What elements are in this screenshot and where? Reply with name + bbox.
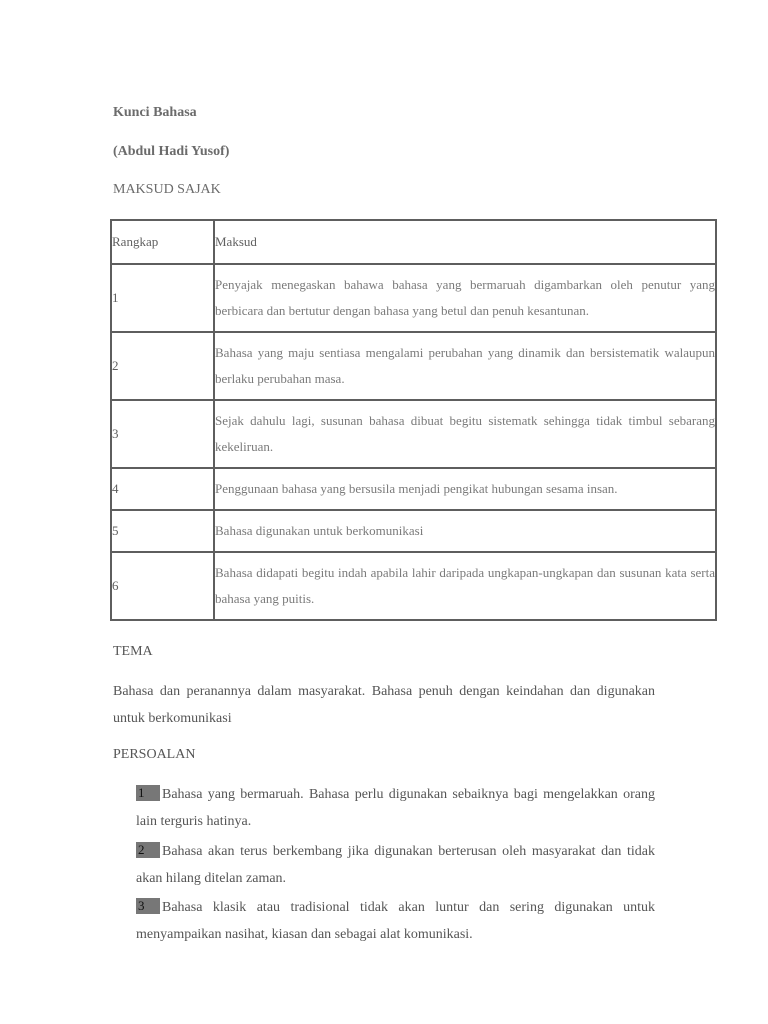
row-text: Penggunaan bahasa yang bersusila menjadi pengikat hubungan sesama insan.: [214, 468, 716, 510]
row-number: 4: [111, 468, 214, 510]
list-item: [136, 838, 655, 892]
row-number: 3: [111, 400, 214, 468]
table-row: [111, 400, 716, 468]
list-item: [136, 781, 655, 835]
list-item: [136, 894, 655, 948]
column-header-rangkap: Rangkap: [111, 220, 214, 264]
row-text: Bahasa yang maju sentiasa mengalami perubahan yang dinamik dan bersistematik walaupun berlaku perubahan masa.: [214, 332, 716, 400]
maksud-table: [110, 219, 717, 621]
row-number: 5: [111, 510, 214, 552]
table-row: [111, 332, 716, 400]
table-row: [111, 468, 716, 510]
persoalan-heading: PERSOALAN: [113, 747, 196, 762]
row-text: Penyajak menegaskan bahawa bahasa yang bermaruah digambarkan oleh penutur yang berbicara dan bertutur dengan bahasa yang betul dan penuh kesantunan.: [214, 264, 716, 332]
tema-paragraph: Bahasa dan peranannya dalam masyarakat. Bahasa penuh dengan keindahan dan digunakan untuk berkomunikasi: [113, 684, 655, 726]
row-text: Bahasa didapati begitu indah apabila lahir daripada ungkapan-ungkapan dan susunan kata serta bahasa yang puitis.: [214, 552, 716, 620]
table-row: [111, 552, 716, 620]
list-item-text: Bahasa klasik atau tradisional tidak akan luntur dan sering digunakan untuk menyampaikan nasihat, kiasan dan sebagai alat komunikasi.: [136, 900, 655, 942]
table-header-row: [111, 220, 716, 264]
author-name: (Abdul Hadi Yusof): [113, 144, 230, 159]
row-text: Bahasa digunakan untuk berkomunikasi: [214, 510, 716, 552]
table-row: [111, 510, 716, 552]
row-number: 6: [111, 552, 214, 620]
tema-heading: TEMA: [113, 644, 153, 659]
row-number: 1: [111, 264, 214, 332]
list-number-marker: 1: [136, 785, 160, 801]
list-item-text: Bahasa yang bermaruah. Bahasa perlu digunakan sebaiknya bagi mengelakkan orang lain terguris hatinya.: [136, 787, 655, 829]
column-header-maksud: Maksud: [214, 220, 716, 264]
row-number: 2: [111, 332, 214, 400]
list-number-marker: 2: [136, 842, 160, 858]
section-heading-maksud: MAKSUD SAJAK: [113, 182, 221, 197]
table-row: [111, 264, 716, 332]
list-item-text: Bahasa akan terus berkembang jika digunakan berterusan oleh masyarakat dan tidak akan hilang ditelan zaman.: [136, 844, 655, 886]
document-title: Kunci Bahasa: [113, 105, 197, 120]
list-number-marker: 3: [136, 898, 160, 914]
row-text: Sejak dahulu lagi, susunan bahasa dibuat begitu sistematk sehingga tidak timbul sebarang kekeliruan.: [214, 400, 716, 468]
